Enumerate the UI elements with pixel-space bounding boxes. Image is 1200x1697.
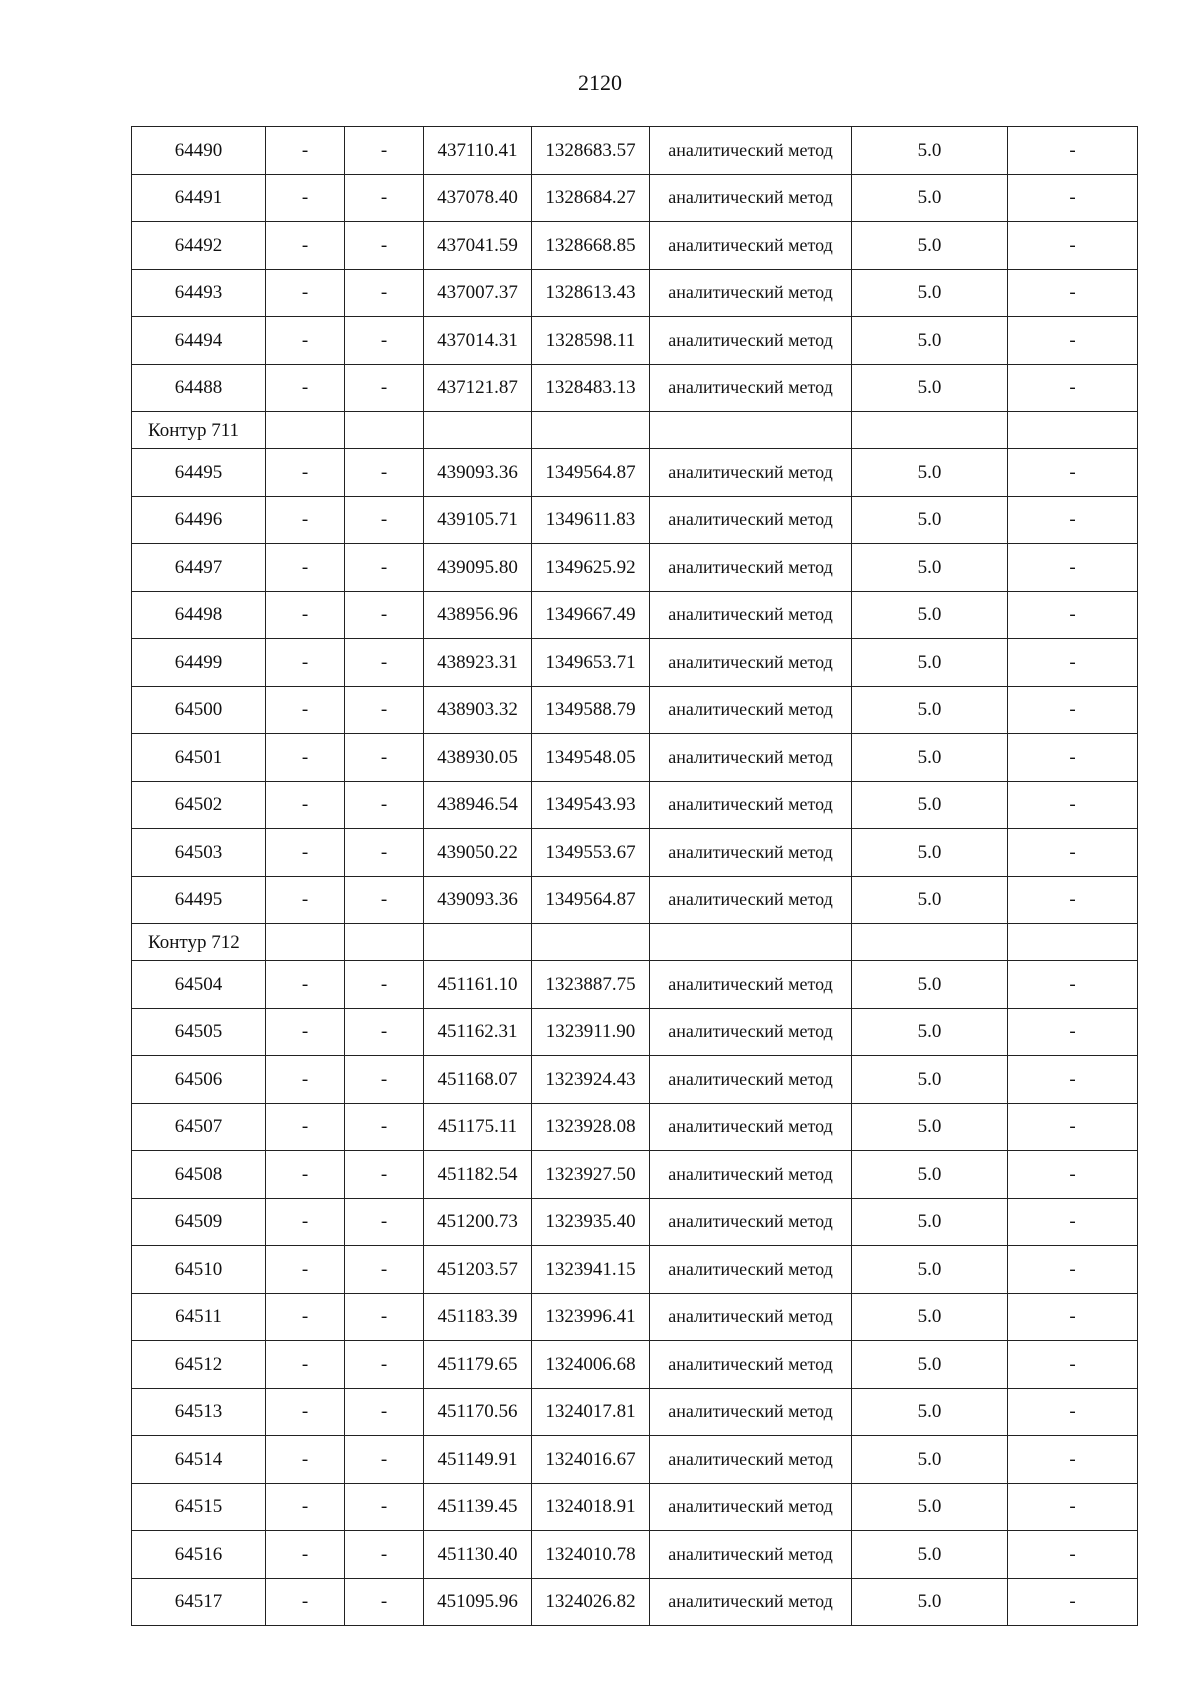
- empty-cell: [852, 924, 1008, 961]
- empty-cell: [345, 412, 424, 449]
- x-coordinate-cell: 451161.10: [424, 961, 532, 1009]
- dash-cell: -: [345, 876, 424, 924]
- table-row: [132, 544, 1138, 592]
- dash-cell: -: [266, 1341, 345, 1389]
- point-id-cell: 64512: [132, 1341, 266, 1389]
- method-cell: аналитический метод: [650, 1056, 852, 1104]
- accuracy-cell: 5.0: [852, 1008, 1008, 1056]
- table-row: [132, 961, 1138, 1009]
- dash-cell: -: [1008, 961, 1138, 1009]
- dash-cell: -: [266, 317, 345, 365]
- dash-cell: -: [1008, 1341, 1138, 1389]
- table-row: [132, 591, 1138, 639]
- dash-cell: -: [266, 127, 345, 175]
- point-id-cell: 64505: [132, 1008, 266, 1056]
- method-cell: аналитический метод: [650, 496, 852, 544]
- x-coordinate-cell: 451200.73: [424, 1198, 532, 1246]
- method-cell: аналитический метод: [650, 1246, 852, 1294]
- dash-cell: -: [1008, 1578, 1138, 1626]
- y-coordinate-cell: 1323928.08: [532, 1103, 650, 1151]
- dash-cell: -: [1008, 222, 1138, 270]
- method-cell: аналитический метод: [650, 317, 852, 365]
- accuracy-cell: 5.0: [852, 1436, 1008, 1484]
- dash-cell: -: [345, 222, 424, 270]
- accuracy-cell: 5.0: [852, 1531, 1008, 1579]
- x-coordinate-cell: 451170.56: [424, 1388, 532, 1436]
- dash-cell: -: [266, 1388, 345, 1436]
- method-cell: аналитический метод: [650, 1341, 852, 1389]
- x-coordinate-cell: 451149.91: [424, 1436, 532, 1484]
- dash-cell: -: [1008, 1531, 1138, 1579]
- y-coordinate-cell: 1349543.93: [532, 781, 650, 829]
- point-id-cell: 64514: [132, 1436, 266, 1484]
- dash-cell: -: [1008, 1293, 1138, 1341]
- y-coordinate-cell: 1323941.15: [532, 1246, 650, 1294]
- dash-cell: -: [1008, 1056, 1138, 1104]
- dash-cell: -: [345, 317, 424, 365]
- dash-cell: -: [1008, 1008, 1138, 1056]
- empty-cell: [1008, 924, 1138, 961]
- y-coordinate-cell: 1349667.49: [532, 591, 650, 639]
- method-cell: аналитический метод: [650, 1388, 852, 1436]
- dash-cell: -: [345, 1103, 424, 1151]
- dash-cell: -: [1008, 364, 1138, 412]
- method-cell: аналитический метод: [650, 734, 852, 782]
- method-cell: аналитический метод: [650, 1483, 852, 1531]
- table-row: [132, 1436, 1138, 1484]
- x-coordinate-cell: 437121.87: [424, 364, 532, 412]
- dash-cell: -: [1008, 496, 1138, 544]
- point-id-cell: 64511: [132, 1293, 266, 1341]
- dash-cell: -: [345, 174, 424, 222]
- y-coordinate-cell: 1328668.85: [532, 222, 650, 270]
- point-id-cell: 64495: [132, 449, 266, 497]
- y-coordinate-cell: 1324010.78: [532, 1531, 650, 1579]
- x-coordinate-cell: 439093.36: [424, 876, 532, 924]
- dash-cell: -: [266, 269, 345, 317]
- point-id-cell: 64496: [132, 496, 266, 544]
- page-number: 2120: [578, 70, 622, 95]
- dash-cell: -: [1008, 734, 1138, 782]
- method-cell: аналитический метод: [650, 1531, 852, 1579]
- dash-cell: -: [1008, 1436, 1138, 1484]
- y-coordinate-cell: 1323927.50: [532, 1151, 650, 1199]
- point-id-cell: 64500: [132, 686, 266, 734]
- y-coordinate-cell: 1349625.92: [532, 544, 650, 592]
- x-coordinate-cell: 451203.57: [424, 1246, 532, 1294]
- x-coordinate-cell: 451182.54: [424, 1151, 532, 1199]
- dash-cell: -: [1008, 174, 1138, 222]
- accuracy-cell: 5.0: [852, 639, 1008, 687]
- y-coordinate-cell: 1323935.40: [532, 1198, 650, 1246]
- point-id-cell: 64498: [132, 591, 266, 639]
- accuracy-cell: 5.0: [852, 1198, 1008, 1246]
- point-id-cell: 64504: [132, 961, 266, 1009]
- x-coordinate-cell: 437014.31: [424, 317, 532, 365]
- dash-cell: -: [345, 449, 424, 497]
- accuracy-cell: 5.0: [852, 1151, 1008, 1199]
- table-row: [132, 1578, 1138, 1626]
- table-row: [132, 174, 1138, 222]
- dash-cell: -: [266, 1103, 345, 1151]
- dash-cell: -: [345, 781, 424, 829]
- point-id-cell: 64516: [132, 1531, 266, 1579]
- empty-cell: [424, 412, 532, 449]
- y-coordinate-cell: 1328598.11: [532, 317, 650, 365]
- y-coordinate-cell: 1328684.27: [532, 174, 650, 222]
- point-id-cell: 64490: [132, 127, 266, 175]
- accuracy-cell: 5.0: [852, 1483, 1008, 1531]
- table-row: [132, 1056, 1138, 1104]
- table-row: [132, 364, 1138, 412]
- dash-cell: -: [1008, 1388, 1138, 1436]
- table-row: [132, 127, 1138, 175]
- x-coordinate-cell: 437078.40: [424, 174, 532, 222]
- dash-cell: -: [1008, 1246, 1138, 1294]
- y-coordinate-cell: 1323911.90: [532, 1008, 650, 1056]
- dash-cell: -: [345, 1436, 424, 1484]
- dash-cell: -: [266, 1578, 345, 1626]
- dash-cell: -: [1008, 544, 1138, 592]
- point-id-cell: 64503: [132, 829, 266, 877]
- y-coordinate-cell: 1328483.13: [532, 364, 650, 412]
- table-row: [132, 1341, 1138, 1389]
- point-id-cell: 64488: [132, 364, 266, 412]
- empty-cell: [650, 924, 852, 961]
- dash-cell: -: [345, 1341, 424, 1389]
- accuracy-cell: 5.0: [852, 317, 1008, 365]
- dash-cell: -: [1008, 1483, 1138, 1531]
- dash-cell: -: [345, 1531, 424, 1579]
- x-coordinate-cell: 438930.05: [424, 734, 532, 782]
- dash-cell: -: [266, 961, 345, 1009]
- method-cell: аналитический метод: [650, 639, 852, 687]
- table-row: [132, 829, 1138, 877]
- method-cell: аналитический метод: [650, 591, 852, 639]
- table-row: [132, 222, 1138, 270]
- x-coordinate-cell: 451179.65: [424, 1341, 532, 1389]
- point-id-cell: 64495: [132, 876, 266, 924]
- dash-cell: -: [266, 174, 345, 222]
- x-coordinate-cell: 451130.40: [424, 1531, 532, 1579]
- dash-cell: -: [266, 449, 345, 497]
- method-cell: аналитический метод: [650, 269, 852, 317]
- y-coordinate-cell: 1349611.83: [532, 496, 650, 544]
- dash-cell: -: [266, 1436, 345, 1484]
- method-cell: аналитический метод: [650, 781, 852, 829]
- dash-cell: -: [345, 829, 424, 877]
- accuracy-cell: 5.0: [852, 1388, 1008, 1436]
- dash-cell: -: [266, 876, 345, 924]
- dash-cell: -: [266, 1008, 345, 1056]
- accuracy-cell: 5.0: [852, 961, 1008, 1009]
- table-row: [132, 639, 1138, 687]
- point-id-cell: 64494: [132, 317, 266, 365]
- dash-cell: -: [345, 496, 424, 544]
- method-cell: аналитический метод: [650, 1103, 852, 1151]
- accuracy-cell: 5.0: [852, 496, 1008, 544]
- table-row: [132, 1531, 1138, 1579]
- dash-cell: -: [345, 1056, 424, 1104]
- y-coordinate-cell: 1323924.43: [532, 1056, 650, 1104]
- point-id-cell: 64509: [132, 1198, 266, 1246]
- table-row: [132, 1246, 1138, 1294]
- method-cell: аналитический метод: [650, 127, 852, 175]
- empty-cell: [266, 412, 345, 449]
- table-row: [132, 1198, 1138, 1246]
- table-row: [132, 1293, 1138, 1341]
- x-coordinate-cell: 451095.96: [424, 1578, 532, 1626]
- dash-cell: -: [1008, 686, 1138, 734]
- method-cell: аналитический метод: [650, 1198, 852, 1246]
- y-coordinate-cell: 1323887.75: [532, 961, 650, 1009]
- x-coordinate-cell: 451139.45: [424, 1483, 532, 1531]
- dash-cell: -: [266, 364, 345, 412]
- empty-cell: [532, 412, 650, 449]
- x-coordinate-cell: 451162.31: [424, 1008, 532, 1056]
- table-row: [132, 876, 1138, 924]
- contour-header-row: [132, 412, 1138, 449]
- point-id-cell: 64506: [132, 1056, 266, 1104]
- x-coordinate-cell: 438946.54: [424, 781, 532, 829]
- dash-cell: -: [345, 1293, 424, 1341]
- accuracy-cell: 5.0: [852, 1056, 1008, 1104]
- empty-cell: [650, 412, 852, 449]
- empty-cell: [532, 924, 650, 961]
- x-coordinate-cell: 451175.11: [424, 1103, 532, 1151]
- table-row: [132, 449, 1138, 497]
- method-cell: аналитический метод: [650, 686, 852, 734]
- dash-cell: -: [1008, 1151, 1138, 1199]
- x-coordinate-cell: 439093.36: [424, 449, 532, 497]
- dash-cell: -: [266, 1198, 345, 1246]
- method-cell: аналитический метод: [650, 1293, 852, 1341]
- dash-cell: -: [345, 269, 424, 317]
- accuracy-cell: 5.0: [852, 829, 1008, 877]
- dash-cell: -: [345, 591, 424, 639]
- y-coordinate-cell: 1349548.05: [532, 734, 650, 782]
- y-coordinate-cell: 1324016.67: [532, 1436, 650, 1484]
- y-coordinate-cell: 1349588.79: [532, 686, 650, 734]
- dash-cell: -: [1008, 876, 1138, 924]
- table-row: [132, 686, 1138, 734]
- dash-cell: -: [1008, 1103, 1138, 1151]
- point-id-cell: 64508: [132, 1151, 266, 1199]
- method-cell: аналитический метод: [650, 1151, 852, 1199]
- y-coordinate-cell: 1328683.57: [532, 127, 650, 175]
- dash-cell: -: [266, 639, 345, 687]
- dash-cell: -: [345, 127, 424, 175]
- accuracy-cell: 5.0: [852, 544, 1008, 592]
- table-row: [132, 781, 1138, 829]
- x-coordinate-cell: 439050.22: [424, 829, 532, 877]
- accuracy-cell: 5.0: [852, 686, 1008, 734]
- method-cell: аналитический метод: [650, 961, 852, 1009]
- dash-cell: -: [345, 1578, 424, 1626]
- method-cell: аналитический метод: [650, 174, 852, 222]
- empty-cell: [1008, 412, 1138, 449]
- empty-cell: [345, 924, 424, 961]
- dash-cell: -: [266, 544, 345, 592]
- method-cell: аналитический метод: [650, 364, 852, 412]
- method-cell: аналитический метод: [650, 222, 852, 270]
- dash-cell: -: [345, 686, 424, 734]
- y-coordinate-cell: 1328613.43: [532, 269, 650, 317]
- dash-cell: -: [266, 829, 345, 877]
- table-row: [132, 1151, 1138, 1199]
- contour-label: Контур 711: [132, 412, 266, 449]
- coordinates-table-body: [132, 127, 1138, 1626]
- point-id-cell: 64491: [132, 174, 266, 222]
- dash-cell: -: [345, 1388, 424, 1436]
- empty-cell: [266, 924, 345, 961]
- dash-cell: -: [1008, 127, 1138, 175]
- accuracy-cell: 5.0: [852, 1578, 1008, 1626]
- accuracy-cell: 5.0: [852, 591, 1008, 639]
- dash-cell: -: [345, 1483, 424, 1531]
- table-row: [132, 269, 1138, 317]
- dash-cell: -: [1008, 829, 1138, 877]
- dash-cell: -: [345, 1246, 424, 1294]
- y-coordinate-cell: 1349564.87: [532, 876, 650, 924]
- table-row: [132, 1008, 1138, 1056]
- point-id-cell: 64507: [132, 1103, 266, 1151]
- method-cell: аналитический метод: [650, 876, 852, 924]
- x-coordinate-cell: 439095.80: [424, 544, 532, 592]
- accuracy-cell: 5.0: [852, 127, 1008, 175]
- y-coordinate-cell: 1324026.82: [532, 1578, 650, 1626]
- empty-cell: [852, 412, 1008, 449]
- dash-cell: -: [345, 1198, 424, 1246]
- table-row: [132, 496, 1138, 544]
- dash-cell: -: [1008, 269, 1138, 317]
- dash-cell: -: [266, 496, 345, 544]
- dash-cell: -: [345, 1151, 424, 1199]
- accuracy-cell: 5.0: [852, 1341, 1008, 1389]
- method-cell: аналитический метод: [650, 829, 852, 877]
- point-id-cell: 64492: [132, 222, 266, 270]
- table-row: [132, 317, 1138, 365]
- table-row: [132, 1483, 1138, 1531]
- dash-cell: -: [266, 781, 345, 829]
- dash-cell: -: [266, 1293, 345, 1341]
- dash-cell: -: [266, 1246, 345, 1294]
- dash-cell: -: [1008, 449, 1138, 497]
- point-id-cell: 64513: [132, 1388, 266, 1436]
- method-cell: аналитический метод: [650, 1436, 852, 1484]
- accuracy-cell: 5.0: [852, 781, 1008, 829]
- dash-cell: -: [1008, 639, 1138, 687]
- contour-label: Контур 712: [132, 924, 266, 961]
- x-coordinate-cell: 439105.71: [424, 496, 532, 544]
- coordinates-table: [131, 126, 1138, 1626]
- dash-cell: -: [345, 734, 424, 782]
- dash-cell: -: [345, 544, 424, 592]
- accuracy-cell: 5.0: [852, 174, 1008, 222]
- dash-cell: -: [1008, 781, 1138, 829]
- accuracy-cell: 5.0: [852, 734, 1008, 782]
- dash-cell: -: [345, 1008, 424, 1056]
- table-row: [132, 1388, 1138, 1436]
- point-id-cell: 64493: [132, 269, 266, 317]
- y-coordinate-cell: 1349553.67: [532, 829, 650, 877]
- dash-cell: -: [1008, 591, 1138, 639]
- point-id-cell: 64517: [132, 1578, 266, 1626]
- x-coordinate-cell: 437110.41: [424, 127, 532, 175]
- y-coordinate-cell: 1323996.41: [532, 1293, 650, 1341]
- dash-cell: -: [266, 686, 345, 734]
- dash-cell: -: [266, 591, 345, 639]
- dash-cell: -: [345, 364, 424, 412]
- dash-cell: -: [266, 222, 345, 270]
- x-coordinate-cell: 437041.59: [424, 222, 532, 270]
- dash-cell: -: [1008, 317, 1138, 365]
- y-coordinate-cell: 1349653.71: [532, 639, 650, 687]
- method-cell: аналитический метод: [650, 1008, 852, 1056]
- empty-cell: [424, 924, 532, 961]
- accuracy-cell: 5.0: [852, 876, 1008, 924]
- point-id-cell: 64501: [132, 734, 266, 782]
- method-cell: аналитический метод: [650, 1578, 852, 1626]
- method-cell: аналитический метод: [650, 544, 852, 592]
- dash-cell: -: [266, 1531, 345, 1579]
- x-coordinate-cell: 437007.37: [424, 269, 532, 317]
- accuracy-cell: 5.0: [852, 269, 1008, 317]
- accuracy-cell: 5.0: [852, 1103, 1008, 1151]
- dash-cell: -: [345, 961, 424, 1009]
- point-id-cell: 64499: [132, 639, 266, 687]
- x-coordinate-cell: 438923.31: [424, 639, 532, 687]
- point-id-cell: 64502: [132, 781, 266, 829]
- point-id-cell: 64515: [132, 1483, 266, 1531]
- dash-cell: -: [345, 639, 424, 687]
- dash-cell: -: [266, 1056, 345, 1104]
- accuracy-cell: 5.0: [852, 1246, 1008, 1294]
- x-coordinate-cell: 451168.07: [424, 1056, 532, 1104]
- accuracy-cell: 5.0: [852, 1293, 1008, 1341]
- dash-cell: -: [266, 1483, 345, 1531]
- contour-header-row: [132, 924, 1138, 961]
- method-cell: аналитический метод: [650, 449, 852, 497]
- x-coordinate-cell: 451183.39: [424, 1293, 532, 1341]
- dash-cell: -: [266, 1151, 345, 1199]
- y-coordinate-cell: 1349564.87: [532, 449, 650, 497]
- dash-cell: -: [266, 734, 345, 782]
- y-coordinate-cell: 1324018.91: [532, 1483, 650, 1531]
- accuracy-cell: 5.0: [852, 449, 1008, 497]
- y-coordinate-cell: 1324017.81: [532, 1388, 650, 1436]
- x-coordinate-cell: 438903.32: [424, 686, 532, 734]
- point-id-cell: 64510: [132, 1246, 266, 1294]
- y-coordinate-cell: 1324006.68: [532, 1341, 650, 1389]
- point-id-cell: 64497: [132, 544, 266, 592]
- dash-cell: -: [1008, 1198, 1138, 1246]
- accuracy-cell: 5.0: [852, 364, 1008, 412]
- accuracy-cell: 5.0: [852, 222, 1008, 270]
- table-row: [132, 1103, 1138, 1151]
- table-row: [132, 734, 1138, 782]
- x-coordinate-cell: 438956.96: [424, 591, 532, 639]
